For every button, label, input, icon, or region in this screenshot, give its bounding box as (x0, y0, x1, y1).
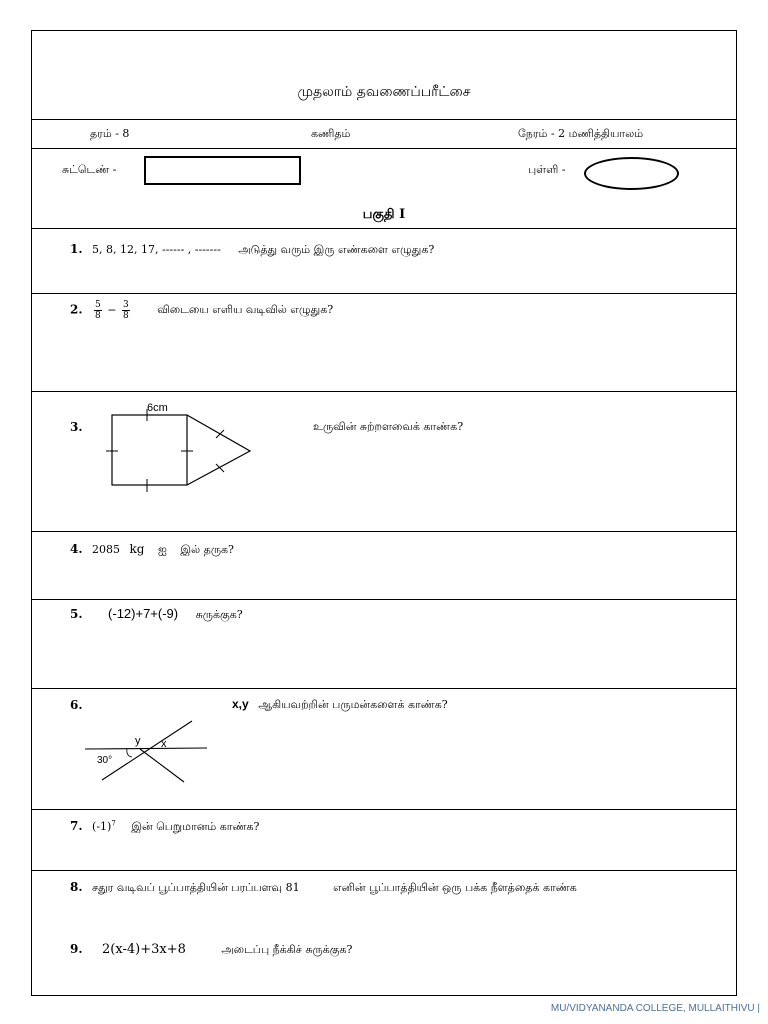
dimension-label: 6cm (147, 402, 168, 414)
question-number: 1. (70, 242, 83, 256)
question-number: 9. (70, 942, 83, 956)
footer-school-name: MU/VIDYANANDA COLLEGE, MULLAITHIVU | (550, 1003, 760, 1014)
divider (31, 391, 737, 392)
unit: kg (129, 542, 145, 556)
question-instruction: ஆகியவற்றின் பருமன்களைக் காண்க? (258, 698, 448, 711)
expression: (-12)+7+(-9) (108, 606, 179, 621)
index-label: சுட்டெண் - (62, 163, 117, 176)
divider (31, 870, 737, 871)
mid-word: ஐ (157, 543, 167, 556)
question-number: 3. (70, 420, 83, 434)
base: (-1) (92, 820, 112, 833)
section-title: பகுதி I (362, 207, 406, 222)
intersecting-lines-figure (80, 718, 215, 788)
fraction: $\frac{3}{8}$ (122, 300, 129, 321)
marks-label: புள்ளி - (528, 163, 566, 176)
question-number: 5. (70, 607, 83, 621)
question-instruction: அடுத்து வரும் இரு எண்களை எழுதுக? (238, 243, 435, 256)
square-triangle-figure (100, 396, 260, 498)
question-8 (70, 880, 577, 896)
subject-label: கணிதம் (311, 127, 351, 140)
divider (31, 531, 737, 532)
question-3 (70, 420, 83, 434)
question-5 (70, 606, 243, 623)
question-number: 6. (70, 698, 83, 712)
fraction: $\frac{5}{8}$ (95, 300, 101, 321)
expression: 2(x-4)+3x+8 (102, 942, 186, 957)
question-instruction: இல் தருக? (180, 543, 234, 556)
exponent: 7 (111, 819, 116, 828)
question-text-a: சதுர வடிவப் பூப்பாத்தியின் பரப்பளவு 81 (92, 881, 300, 894)
question-4 (70, 542, 234, 558)
question-number: 2. (70, 302, 83, 317)
question-instruction: விடையை எளிய வடிவில் எழுதுக? (157, 303, 334, 316)
question-6-text (232, 697, 448, 713)
index-number-box[interactable] (144, 156, 301, 185)
question-text: 5, 8, 12, 17, ------ , ------- (92, 243, 221, 256)
divider (31, 293, 737, 294)
divider (31, 809, 737, 810)
divider (31, 688, 737, 689)
question-9 (70, 942, 352, 958)
operator: − (107, 303, 117, 317)
question-number: 4. (70, 542, 83, 556)
marks-oval[interactable] (584, 157, 679, 190)
question-2 (70, 300, 333, 321)
divider (31, 599, 737, 600)
question-7 (70, 819, 259, 835)
info-row (31, 119, 737, 149)
question-6 (70, 698, 83, 712)
variables: x,y (232, 697, 249, 711)
question-instruction: சுருக்குக? (195, 608, 243, 621)
grade-label: தரம் - 8 (90, 127, 130, 140)
exam-title: முதலாம் தவணைப்பரீட்சை (297, 84, 471, 100)
question-text-b: எனின் பூப்பாத்தியின் ஒரு பக்க நீளத்தைக் காண்க (333, 881, 577, 894)
question-instruction: உருவின் சுற்றளவைக் காண்க? (313, 420, 464, 433)
question-instruction: அடைப்பு நீக்கிச் சுருக்குக? (221, 943, 353, 956)
time-label: நேரம் - 2 மணித்தியாலம் (518, 127, 644, 140)
angle-label-y: y (135, 735, 141, 747)
question-instruction: இன் பெறுமானம் காண்க? (131, 820, 260, 833)
question-number: 8. (70, 880, 83, 894)
angle-label-30: 30° (97, 755, 113, 766)
question-1 (70, 242, 434, 258)
divider (31, 228, 737, 229)
angle-label-x: x (161, 738, 167, 750)
question-number: 7. (70, 819, 83, 833)
value: 2085 (92, 543, 121, 556)
